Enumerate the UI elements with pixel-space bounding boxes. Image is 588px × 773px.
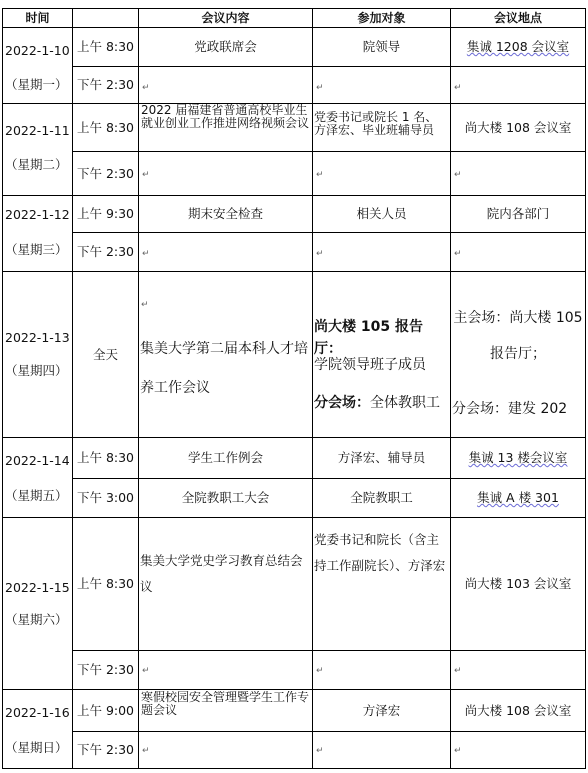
- meeting-participants: 党委书记和院长（含主持工作副院长）、方泽宏: [314, 532, 446, 573]
- participants-sub-label: 分会场：: [314, 395, 370, 411]
- meeting-participants: 相关人员: [356, 206, 407, 221]
- time-slot: 上午 8:30: [76, 119, 135, 135]
- meeting-location: 主会场：尚大楼 105 报告厅；: [453, 310, 583, 362]
- rule: [585, 8, 586, 769]
- time-slot: 上午 8:30: [76, 450, 135, 465]
- return-mark: ↵: [316, 666, 324, 676]
- return-mark: ↵: [142, 249, 150, 259]
- header-location: 会议地点: [493, 11, 542, 25]
- rule: [2, 8, 3, 769]
- date-label: 2022-1-12: [5, 207, 70, 222]
- return-mark: ↵: [142, 170, 150, 180]
- rule: [72, 66, 586, 67]
- meeting-location-sub: 分会场：建发 202: [452, 401, 568, 417]
- meeting-content: 全院教职工大会: [181, 490, 270, 505]
- time-slot: 下午 2:30: [76, 165, 135, 181]
- time-slot: 上午 9:00: [76, 702, 135, 718]
- meeting-location: 集诚 13 楼会议室: [468, 450, 568, 465]
- return-mark: ↵: [142, 746, 150, 756]
- meeting-content: 学生工作例会: [187, 450, 263, 465]
- weekday-label: （星期三）: [5, 242, 68, 257]
- participants-main: 学院领导班子成员: [314, 357, 426, 373]
- rule: [72, 731, 586, 732]
- date-label: 2022-1-14: [5, 453, 70, 468]
- weekday-label: （星期一）: [5, 77, 68, 92]
- rule: [72, 650, 586, 651]
- time-slot: 下午 2:30: [76, 77, 135, 92]
- meeting-location: 尚大楼 103 会议室: [464, 576, 572, 591]
- meeting-participants: 方泽宏: [362, 702, 401, 718]
- rule: [138, 8, 139, 769]
- return-mark: ↵: [142, 666, 150, 676]
- meeting-location: 集诚 A 楼 301: [477, 490, 559, 505]
- weekday-label: （星期五）: [5, 488, 68, 503]
- meeting-location: 院内各部门: [486, 206, 550, 221]
- return-mark: ↵: [316, 83, 324, 93]
- return-mark: ↵: [142, 83, 150, 93]
- header-content: 会议内容: [201, 11, 250, 25]
- meeting-location: 尚大楼 108 会议室: [464, 702, 572, 718]
- return-mark: ↵: [316, 170, 324, 180]
- meeting-content: 集美大学党史学习教育总结会议: [140, 553, 303, 594]
- header-time: 时间: [25, 11, 50, 25]
- meeting-participants: 全院教职工: [350, 490, 413, 505]
- meeting-participants: 党委书记或院长 1 名、方泽宏、毕业班辅导员: [314, 111, 438, 137]
- weekday-label: （星期四）: [5, 363, 68, 378]
- rule: [72, 232, 586, 233]
- return-mark: ↵: [454, 666, 462, 676]
- participants-main-label: 尚大楼 105 报告厅：: [314, 319, 423, 357]
- weekday-label: （星期二）: [5, 157, 68, 172]
- date-label: 2022-1-13: [5, 330, 70, 345]
- participants-sub: [314, 392, 450, 414]
- time-slot: 下午 2:30: [76, 662, 135, 677]
- rule: [312, 8, 313, 769]
- meeting-participants: 院领导: [362, 39, 401, 54]
- date-label: 2022-1-15: [5, 580, 70, 595]
- rule: [72, 151, 586, 152]
- meeting-content: 期末安全检查: [187, 206, 263, 221]
- time-slot: 全天: [92, 346, 118, 362]
- meeting-content: 寒假校园安全管理暨学生工作专题会议: [141, 691, 310, 717]
- meeting-content: 2022 届福建省普通高校毕业生就业创业工作推进网络视频会议: [141, 104, 310, 130]
- meeting-location: 尚大楼 108 会议室: [464, 119, 572, 135]
- return-mark: ↵: [316, 249, 324, 259]
- meeting-content: 党政联席会: [194, 39, 257, 54]
- time-slot: 上午 9:30: [76, 206, 135, 221]
- return-mark: ↵: [316, 746, 324, 756]
- meeting-content: 集美大学第二届本科人才培养工作会议: [140, 341, 308, 396]
- date-label: 2022-1-16: [5, 705, 70, 720]
- time-slot: 下午 3:00: [76, 490, 135, 505]
- rule: [2, 768, 586, 769]
- return-mark: ↵: [454, 170, 462, 180]
- weekday-label: （星期日）: [5, 740, 68, 755]
- date-label: 2022-1-11: [5, 123, 70, 138]
- return-mark: ↵: [454, 83, 462, 93]
- meeting-location: 集诚 1208 会议室: [466, 39, 570, 54]
- meeting-participants: 方泽宏、辅导员: [337, 450, 426, 465]
- return-mark: ↵: [454, 746, 462, 756]
- participants-sub-text: 全体教职工: [370, 395, 440, 411]
- return-mark: ↵: [141, 300, 149, 310]
- weekday-label: （星期六）: [5, 612, 68, 627]
- date-label: 2022-1-10: [5, 43, 70, 58]
- time-slot: 下午 2:30: [76, 742, 135, 757]
- time-slot: 下午 2:30: [76, 244, 135, 259]
- time-slot: 上午 8:30: [76, 39, 135, 54]
- return-mark: ↵: [454, 249, 462, 259]
- time-slot: 上午 8:30: [76, 576, 135, 591]
- header-participants: 参加对象: [357, 11, 406, 25]
